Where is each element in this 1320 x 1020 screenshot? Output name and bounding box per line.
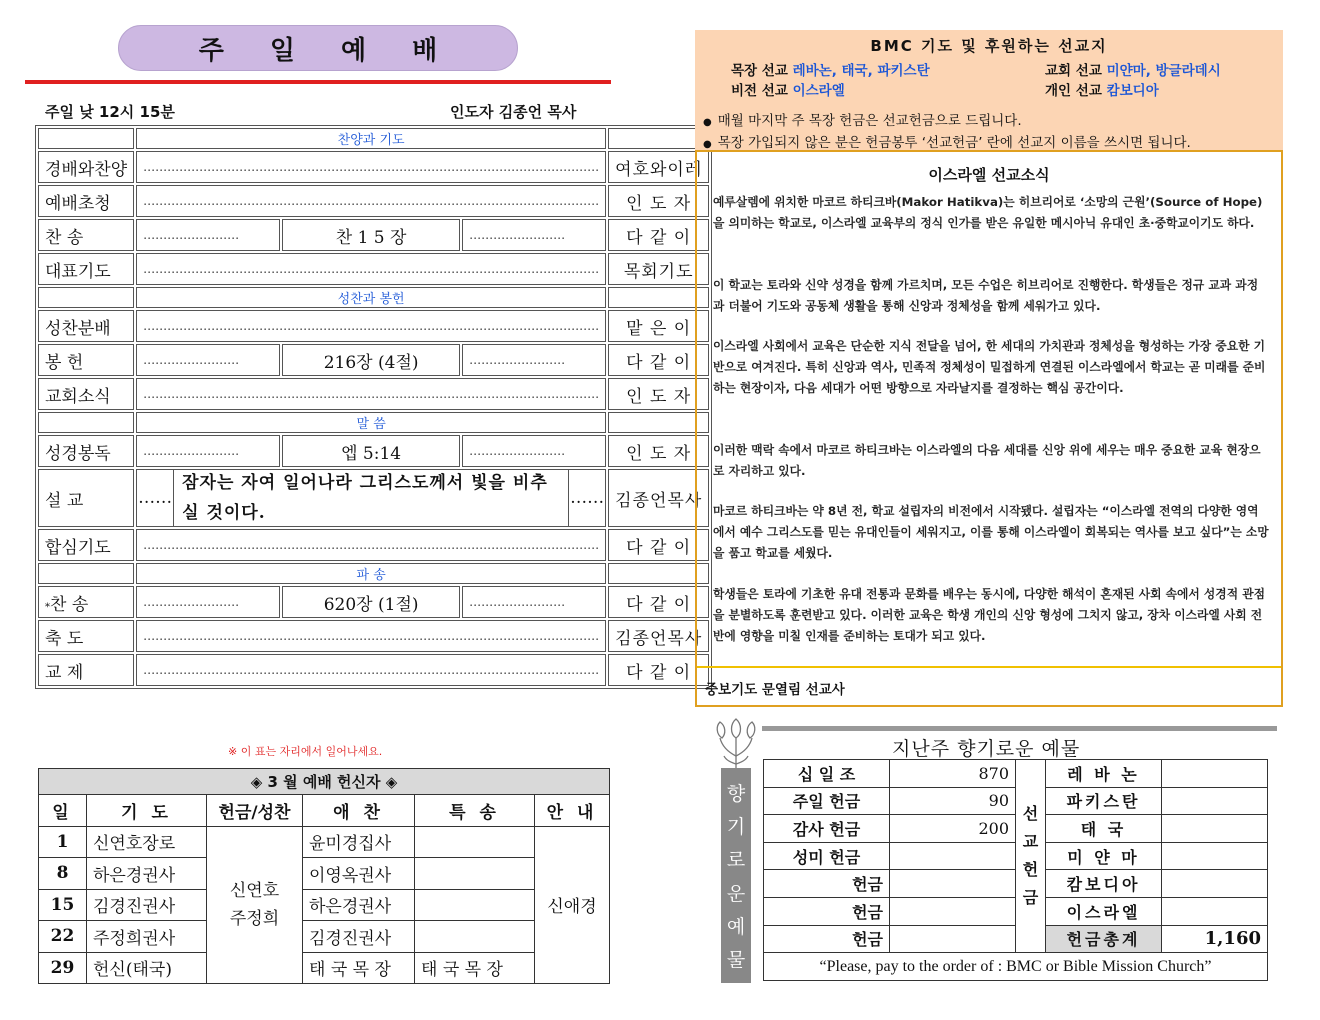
order-name: 설 교: [38, 469, 134, 527]
mission-line: [731, 79, 845, 99]
news-divider: [697, 666, 1281, 668]
table-row: [39, 858, 610, 890]
mission-label: 개인 선교: [1045, 83, 1102, 99]
mission-amount: [1162, 760, 1268, 788]
dot-leader: ……………………………………………………………………………………………………: [136, 151, 606, 183]
offering-bar: [762, 726, 1277, 731]
duty-meal: 하은경권사: [303, 889, 415, 921]
duty-meal: 김경진권사: [303, 921, 415, 953]
mission-line: [1045, 59, 1221, 79]
mission-name: 캄보디아: [1046, 870, 1162, 898]
col-header: 일: [39, 795, 87, 827]
spacer-cell: [38, 128, 134, 149]
duty-song: [415, 889, 535, 921]
order-by: 인 도 자: [608, 435, 709, 467]
mission-amount: [1162, 870, 1268, 898]
dot-leader: ……………………: [462, 344, 606, 376]
table-row: [764, 760, 1268, 788]
news-paragraph: 예루살렘에 위치한 마코르 하티크바(Makor Hatikva)는 히브리어로 ‘소망의 근원’(Source of Hope)을 의미하는 학교로, 이스라엘 교육부의 정식 인가를 받은 유일한 메시아닉 유대인 초·중학교이기도 하다.: [713, 195, 1263, 230]
dot-leader: ……………………………………………………………………………………………………: [136, 654, 606, 686]
mission-label: 목장 선교: [731, 63, 788, 79]
page-title: 주일예배: [118, 25, 518, 71]
mission-value: 레바논, 태국, 파키스탄: [792, 63, 930, 79]
side-char: 운: [726, 882, 746, 905]
duty-guide: 신애경: [535, 826, 610, 984]
table-row: [39, 952, 610, 984]
order-name: 교 제: [38, 654, 134, 686]
order-by: 김종언목사: [608, 620, 709, 652]
side-char: 물: [726, 948, 746, 971]
duty-song: [415, 858, 535, 890]
col-header: 안 내: [535, 795, 610, 827]
col-header: 헌금/성찬: [207, 795, 303, 827]
duty-prayer: 신연호장로: [87, 826, 207, 858]
order-name: 합심기도: [38, 529, 134, 561]
table-row: [39, 826, 610, 858]
order-name-standing: [38, 586, 134, 618]
offering-label: 성미 헌금: [764, 842, 890, 870]
duty-prayer: 김경진권사: [87, 889, 207, 921]
news-title: 이스라엘 선교소식: [928, 166, 1050, 184]
table-row: [39, 921, 610, 953]
side-char: 예: [726, 915, 746, 938]
dot-leader: ……………………: [136, 586, 280, 618]
duty-day: 29: [39, 952, 87, 984]
dot-leader: ……………………: [136, 435, 280, 467]
order-name: 찬 송: [50, 594, 89, 615]
offering-label: 헌금: [764, 870, 890, 898]
hymn-number: 찬 1 5 장: [282, 219, 460, 251]
side-char: 향: [726, 783, 746, 806]
offering-label: 주일 헌금: [764, 787, 890, 815]
duty-day: 15: [39, 889, 87, 921]
duty-song: [415, 921, 535, 953]
duty-roster-table: [38, 768, 610, 984]
service-time: 주일 낮 12시 15분: [45, 103, 175, 121]
side-char: 기: [726, 816, 746, 839]
section-word: 말 씀: [136, 412, 606, 433]
offering-label: 헌금: [764, 897, 890, 925]
section-praise: 찬양과 기도: [136, 128, 606, 149]
col-header: 기 도: [87, 795, 207, 827]
duty-meal: 이영옥권사: [303, 858, 415, 890]
news-paragraph: 마코르 하티크바는 약 8년 전, 학교 설립자의 비전에서 시작됐다. 설립자는 “이스라엘 전역의 다양한 영역에서 예수 그리스도를 믿는 유대인들이 세워지고, 이를 통해 이스라엘이 회복되는 역사를 보고 싶다”는 소망을 품고 학교를 세웠다.: [713, 504, 1269, 560]
duty-day: 22: [39, 921, 87, 953]
offering-amount: [890, 870, 1016, 898]
offering-amount: [890, 897, 1016, 925]
offering-amount: [890, 925, 1016, 953]
order-by: 다 같 이: [608, 654, 709, 686]
order-by: 맡 은 이: [608, 310, 709, 342]
mission-name: 이스라엘: [1046, 897, 1162, 925]
spacer-cell: [38, 287, 134, 308]
dot-leader: ……: [570, 488, 605, 508]
offering-side-band: [721, 768, 751, 983]
order-by: 여호와이레: [608, 151, 709, 183]
order-name: 축 도: [38, 620, 134, 652]
mission-label: 비전 선교: [731, 83, 788, 99]
offering-amount: 90: [890, 787, 1016, 815]
order-name: 대표기도: [38, 253, 134, 285]
service-leader: 인도자 김종언 목사: [450, 103, 577, 121]
prayer-missionary: 중보기도 문열림 선교사: [705, 682, 845, 698]
mission-offering-label: 선교헌금: [1016, 760, 1046, 953]
mission-value: 캄보디아: [1106, 83, 1159, 99]
duty-meal: 태 국 목 장: [303, 952, 415, 984]
duty-prayer: 주정희권사: [87, 921, 207, 953]
duty-day: 1: [39, 826, 87, 858]
order-name: 봉 헌: [38, 344, 134, 376]
news-box: [695, 150, 1283, 707]
order-by: 다 같 이: [608, 586, 709, 618]
mission-line: [731, 59, 930, 79]
side-char: 로: [726, 849, 746, 872]
sermon-title: 잠자는 자여 일어나라 그리스도께서 빛을 비추실 것이다.: [173, 470, 569, 526]
order-name: 찬 송: [38, 219, 134, 251]
hymn-number: 216장 (4절): [282, 344, 460, 376]
mission-value: 미얀마, 방글라데시: [1106, 63, 1221, 79]
spacer-cell: [38, 563, 134, 584]
order-by: 다 같 이: [608, 344, 709, 376]
mission-amount: [1162, 842, 1268, 870]
order-name: 교회소식: [38, 378, 134, 410]
offering-table: [763, 759, 1268, 981]
order-name: 성찬분배: [38, 310, 134, 342]
sermon-cell: [136, 469, 606, 527]
roster-caption: ◈ 3 월 예배 헌신자 ◈: [39, 769, 610, 795]
order-by: 김종언목사: [608, 469, 709, 527]
order-by: 인 도 자: [608, 185, 709, 217]
mission-amount: [1162, 787, 1268, 815]
duty-day: 8: [39, 858, 87, 890]
mission-name: 태 국: [1046, 815, 1162, 843]
mission-title: BMC 기도 및 후원하는 선교지: [870, 37, 1108, 55]
title-divider: [25, 80, 611, 84]
offering-label: 감사 헌금: [764, 815, 890, 843]
duty-song: 태 국 목 장: [415, 952, 535, 984]
mission-amount: [1162, 897, 1268, 925]
dot-leader: ……: [138, 488, 173, 508]
news-paragraph: 이러한 맥락 속에서 마코르 하티크바는 이스라엘의 다음 세대를 신앙 위에 세우는 매우 중요한 교육 현장으로 자리하고 있다.: [713, 443, 1261, 478]
order-by: 인 도 자: [608, 378, 709, 410]
scripture-ref: 엡 5:14: [282, 435, 460, 467]
dot-leader: ……………………………………………………………………………………………………: [136, 253, 606, 285]
col-header: 애 찬: [303, 795, 415, 827]
duty-offering-team: 신연호 주정희: [207, 826, 303, 984]
mission-value: 이스라엘: [792, 83, 845, 99]
mission-name: 미 얀 마: [1046, 842, 1162, 870]
dot-leader: ……………………: [462, 219, 606, 251]
news-paragraph: 이스라엘 사회에서 교육은 단순한 지식 전달을 넘어, 한 세대의 가치관과 정체성을 형성하는 가장 중요한 기반으로 여겨진다. 특히 신앙과 역사, 민족적 정체성이 밀접하게 연결된 이스라엘에서 학교는 곧 미래를 준비하는 현장이자, 다음 세대가 어떤 방향으로 자라날지를 결정하는 핵심 공간이다.: [713, 339, 1266, 395]
dot-leader: ……………………: [136, 219, 280, 251]
total-amount: 1,160: [1162, 925, 1268, 953]
dot-leader: ……………………: [462, 586, 606, 618]
dot-leader: ……………………………………………………………………………………………………: [136, 378, 606, 410]
offering-amount: 200: [890, 815, 1016, 843]
col-header: 특 송: [415, 795, 535, 827]
duty-prayer: 하은경권사: [87, 858, 207, 890]
order-name: 예배초청: [38, 185, 134, 217]
order-name: 경배와찬양: [38, 151, 134, 183]
mission-line: [1045, 79, 1159, 99]
standing-note: ※ 이 표는 자리에서 일어나세요.: [228, 745, 383, 758]
mission-note: ● 매월 마지막 주 목장 헌금은 선교헌금으로 드립니다.: [703, 109, 1022, 129]
mission-name: 레 바 논: [1046, 760, 1162, 788]
news-paragraph: 학생들은 토라에 기초한 유대 전통과 문화를 배우는 동시에, 다양한 해석이 혼재된 사회 속에서 성경적 관점을 분별하도록 훈련받고 있다. 이러한 교육은 학생 개인의 신앙 형성에 그치지 않고, 장차 이스라엘 사회 전반에 영향을 미칠 인재를 준비하는 토대가 되고 있다.: [713, 587, 1266, 643]
dot-leader: ……………………………………………………………………………………………………: [136, 529, 606, 561]
section-dismiss: 파 송: [136, 563, 606, 584]
offering-label: 십 일 조: [764, 760, 890, 788]
worship-order-table: [35, 125, 712, 689]
dot-leader: ……………………………………………………………………………………………………: [136, 310, 606, 342]
mission-label: 교회 선교: [1045, 63, 1102, 79]
duty-prayer: 헌신(태국): [87, 952, 207, 984]
spacer-cell: [38, 412, 134, 433]
payment-note: “Please, pay to the order of : BMC or Bible Mission Church”: [764, 953, 1268, 981]
order-name: 성경봉독: [38, 435, 134, 467]
news-paragraph: 이 학교는 토라와 신약 성경을 함께 가르치며, 모든 수업은 히브리어로 진행한다. 학생들은 정규 교과 과정과 더불어 기도와 공동체 생활을 통해 신앙과 정체성을 함께 세워가고 있다.: [713, 278, 1259, 313]
order-by: 다 같 이: [608, 219, 709, 251]
hymn-number: 620장 (1절): [282, 586, 460, 618]
stand-mark: *: [45, 601, 50, 613]
order-by: 목회기도: [608, 253, 709, 285]
dot-leader: ……………………: [462, 435, 606, 467]
offering-title: 지난주 향기로운 예물: [892, 738, 1081, 760]
offering-amount: [890, 842, 1016, 870]
table-row: [39, 889, 610, 921]
offering-amount: 870: [890, 760, 1016, 788]
mission-name: 파키스탄: [1046, 787, 1162, 815]
dot-leader: ……………………………………………………………………………………………………: [136, 620, 606, 652]
dot-leader: ……………………: [136, 344, 280, 376]
dot-leader: ……………………………………………………………………………………………………: [136, 185, 606, 217]
tulip-icon: [710, 716, 762, 772]
total-label: 헌금총계: [1046, 925, 1162, 953]
section-communion: 성찬과 봉헌: [136, 287, 606, 308]
order-by: 다 같 이: [608, 529, 709, 561]
duty-meal: 윤미경집사: [303, 826, 415, 858]
mission-amount: [1162, 815, 1268, 843]
mission-note: ● 목장 가입되지 않은 분은 헌금봉투 ‘선교헌금’ 란에 선교지 이름을 쓰시면 됩니다.: [703, 131, 1191, 151]
offering-label: 헌금: [764, 925, 890, 953]
duty-song: [415, 826, 535, 858]
